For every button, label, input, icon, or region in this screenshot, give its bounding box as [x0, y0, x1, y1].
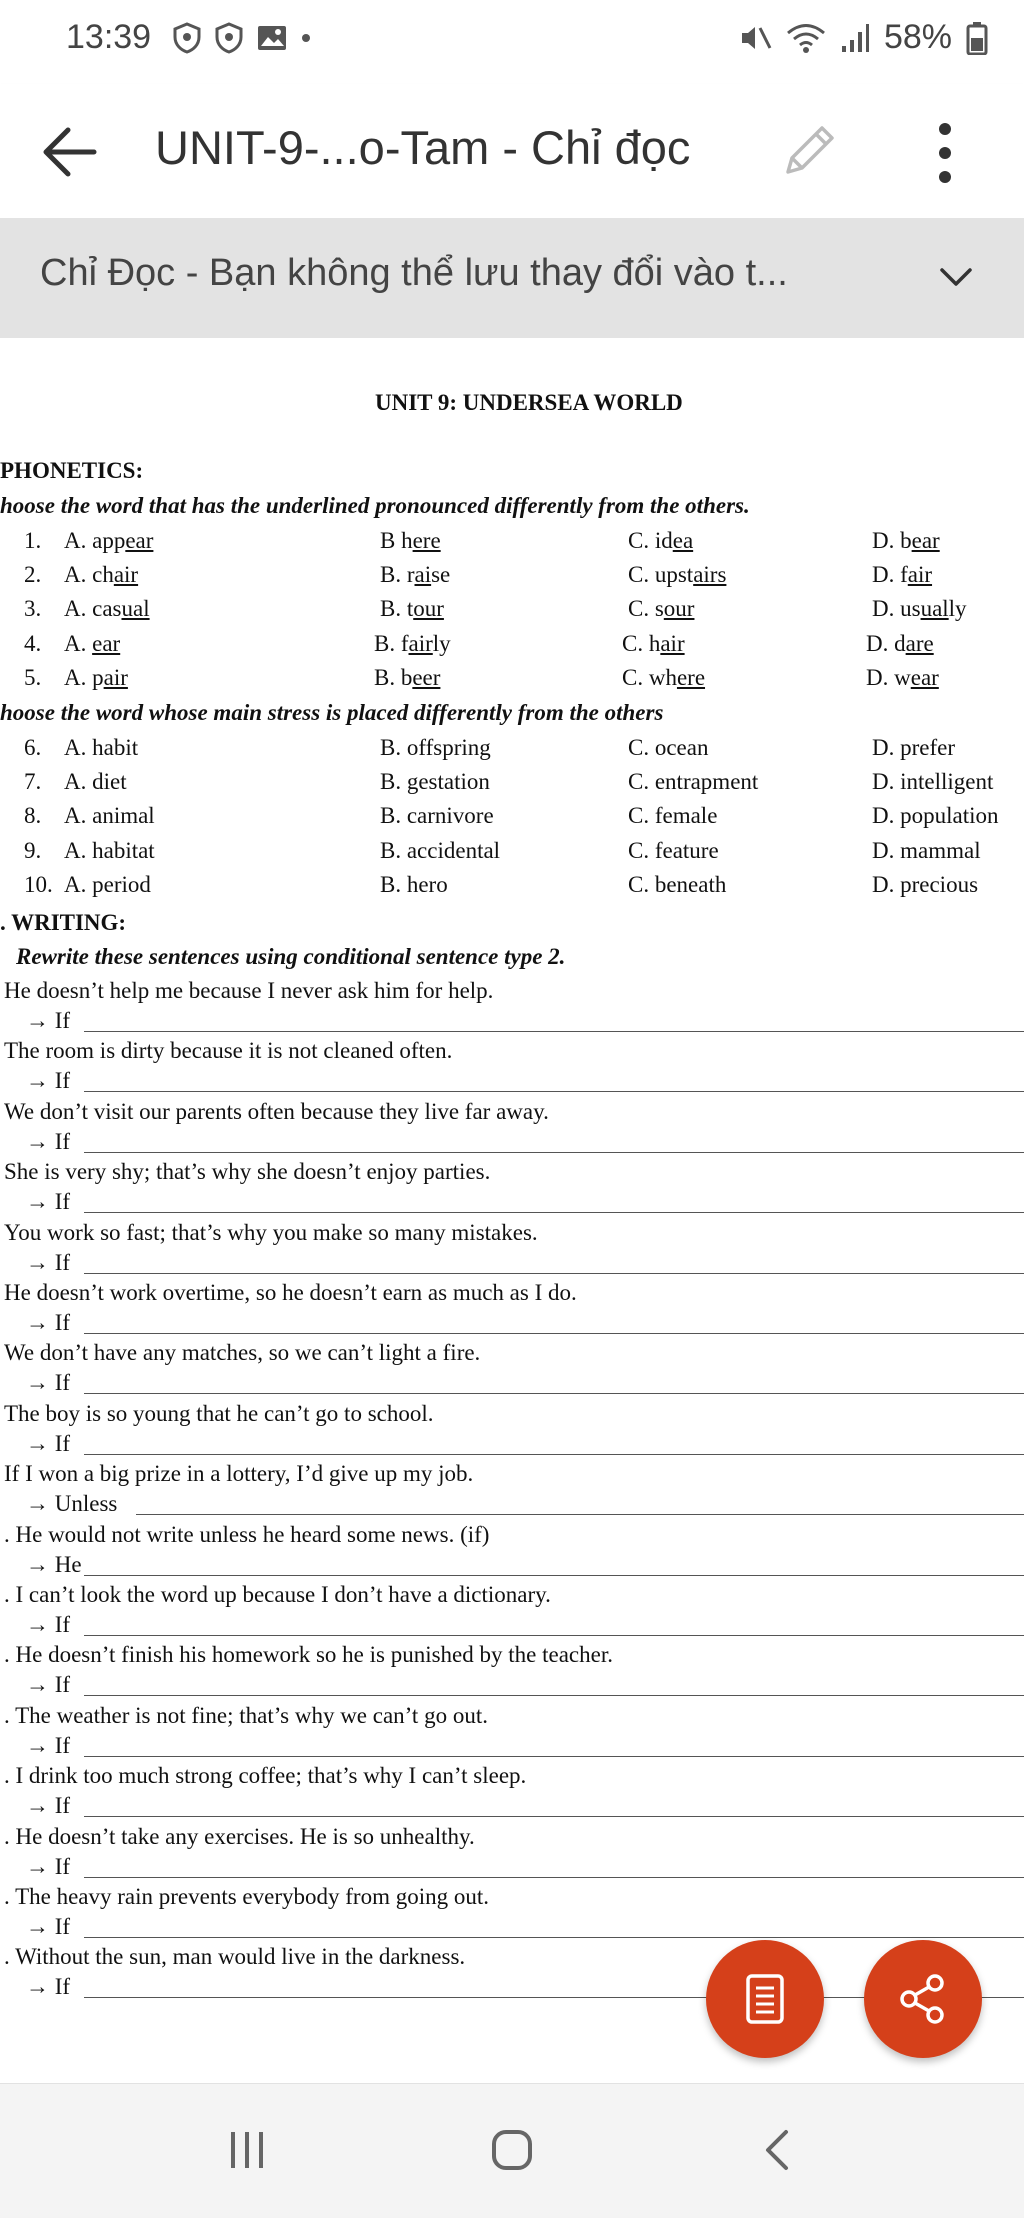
answer-prompt: → If: [26, 1068, 71, 1093]
answer-prompt: → If: [26, 1189, 71, 1214]
option-b: [380, 767, 490, 797]
option-text: B. hero: [380, 872, 448, 897]
option-text: C. female: [628, 803, 718, 828]
option-text: A.: [64, 631, 93, 656]
mute-icon: [738, 22, 772, 54]
answer-line[interactable]: [84, 1212, 1024, 1213]
option-underlined-part: ual: [920, 596, 949, 621]
option-underlined-part: air: [103, 665, 128, 690]
option-underlined-part: ear: [911, 528, 940, 553]
option-d: [872, 870, 978, 900]
option-b: [380, 526, 441, 556]
option-c: [628, 836, 719, 866]
option-text-suffix: ly: [948, 596, 967, 621]
option-text: B. r: [380, 562, 415, 587]
battery-icon: [966, 21, 988, 55]
answer-line[interactable]: [84, 1756, 1024, 1757]
option-d: [872, 733, 955, 763]
image-icon: [256, 24, 288, 52]
question-number: 6.: [24, 735, 42, 760]
system-nav-bar: [0, 2083, 1024, 2218]
status-notification-icons: [172, 22, 312, 54]
option-a: [64, 629, 120, 659]
answer-prompt: → If: [26, 1733, 71, 1758]
option-text: B h: [380, 528, 413, 553]
option-text: A. habit: [64, 735, 139, 760]
sentence-text: She is very shy; that’s why she doesn’t enjoy parties.: [4, 1159, 491, 1184]
document-title: UNIT-9-...o-Tam - Chỉ đọc: [155, 121, 691, 174]
option-d: [872, 836, 981, 866]
option-text: D. intelligent: [872, 769, 994, 794]
option-d: [866, 663, 939, 693]
option-text: C. s: [628, 596, 664, 621]
status-time: 13:39: [66, 18, 152, 56]
option-underlined-part: our: [413, 596, 444, 621]
option-d: [872, 767, 993, 797]
phonetics-heading: PHONETICS:: [0, 458, 144, 483]
sentence-text: . He doesn’t take any exercises. He is so unhealthy.: [4, 1824, 475, 1849]
option-text: C. ocean: [628, 735, 709, 760]
option-text: A. cas: [64, 596, 122, 621]
option-a: [64, 733, 138, 763]
sentence-text: We don’t have any matches, so we can’t light a fire.: [4, 1340, 481, 1365]
answer-prompt: → If: [26, 1310, 71, 1335]
option-c: [622, 663, 705, 693]
question-number: 9.: [24, 838, 42, 863]
option-a: [64, 870, 151, 900]
app-bar: [0, 84, 1024, 218]
option-d: [872, 560, 932, 590]
answer-line[interactable]: [84, 1877, 1024, 1878]
option-underlined-part: air: [408, 631, 433, 656]
document-icon: [743, 1973, 787, 2025]
dot-icon: [300, 32, 312, 44]
option-underlined-part: airs: [693, 562, 727, 587]
option-d: [866, 629, 934, 659]
option-d: [872, 801, 999, 831]
option-text: A. p: [64, 665, 104, 690]
option-b: [380, 594, 444, 624]
sentence-text: He doesn’t help me because I never ask him for help.: [4, 978, 494, 1003]
option-underlined-part: ear: [92, 631, 121, 656]
recents-icon[interactable]: [225, 2128, 269, 2172]
sentence-text: If I won a big prize in a lottery, I’d give up my job.: [4, 1461, 474, 1486]
sentence-text: . He doesn’t finish his homework so he is punished by the teacher.: [4, 1642, 613, 1667]
option-text: B. b: [374, 665, 413, 690]
option-underlined-part: eer: [412, 665, 441, 690]
sentence-text: . I drink too much strong coffee; that’s why I can’t sleep.: [4, 1763, 527, 1788]
read-only-message: Chỉ Đọc - Bạn không thể lưu thay đổi vào t...: [40, 252, 788, 294]
option-underlined-part: air: [113, 562, 139, 587]
option-text: C. entrapment: [628, 769, 759, 794]
option-c: [628, 560, 726, 590]
option-a: [64, 663, 128, 693]
answer-line[interactable]: [84, 1152, 1024, 1153]
option-text: B. gestation: [380, 769, 490, 794]
option-c: [628, 526, 693, 556]
option-text: D. w: [866, 665, 911, 690]
back-arrow-icon[interactable]: [38, 122, 102, 182]
document-view-button[interactable]: [706, 1940, 824, 2058]
option-d: [872, 526, 940, 556]
option-text-suffix: ly: [432, 631, 451, 656]
option-underlined-part: air: [907, 562, 933, 587]
option-c: [628, 870, 726, 900]
shield-icon: [214, 22, 244, 54]
sentence-text: You work so fast; that’s why you make so many mistakes.: [4, 1220, 538, 1245]
sentence-text: . He would not write unless he heard some news. (if): [4, 1522, 490, 1547]
option-text: C. feature: [628, 838, 719, 863]
question-number: 7.: [24, 769, 42, 794]
option-b: [380, 560, 450, 590]
answer-line[interactable]: [84, 1937, 1024, 1938]
option-text: A. ch: [64, 562, 114, 587]
answer-line[interactable]: [84, 1333, 1024, 1334]
answer-prompt: → If: [26, 1008, 71, 1033]
option-text: B. carnivore: [380, 803, 494, 828]
option-a: [64, 560, 138, 590]
option-a: [64, 594, 150, 624]
option-text: A. animal: [64, 803, 155, 828]
unit-title: UNIT 9: UNDERSEA WORLD: [375, 390, 683, 415]
option-text: C. beneath: [628, 872, 727, 897]
question-number: 4.: [24, 631, 42, 656]
answer-prompt: → If: [26, 1854, 71, 1879]
answer-line[interactable]: [84, 1575, 1024, 1576]
document-page[interactable]: [0, 338, 1024, 2083]
shield-icon: [172, 22, 202, 54]
option-a: [64, 526, 153, 556]
answer-prompt: → If: [26, 1914, 71, 1939]
status-right: [738, 18, 988, 57]
pencil-icon[interactable]: [778, 118, 838, 182]
answer-prompt: → Unless: [26, 1491, 118, 1516]
sentence-text: . The heavy rain prevents everybody from going out.: [4, 1884, 489, 1909]
option-c: [628, 767, 758, 797]
answer-prompt: → If: [26, 1793, 71, 1818]
option-underlined-part: our: [663, 596, 695, 621]
option-text: A. diet: [64, 769, 127, 794]
option-text: B. f: [374, 631, 409, 656]
option-c: [628, 801, 717, 831]
signal-icon: [840, 22, 870, 54]
sentence-text: . The weather is not fine; that’s why we can’t go out.: [4, 1703, 488, 1728]
answer-prompt: → If: [26, 1974, 71, 1999]
option-underlined-part: ere: [412, 528, 441, 553]
nav-back-icon[interactable]: [758, 2128, 798, 2172]
writing-heading: . WRITING:: [0, 910, 127, 935]
option-text: D. mammal: [872, 838, 981, 863]
answer-prompt: → If: [26, 1250, 71, 1275]
option-text: B. accidental: [380, 838, 501, 863]
answer-prompt: → If: [26, 1129, 71, 1154]
answer-prompt: → If: [26, 1431, 71, 1456]
answer-line[interactable]: [136, 1514, 1024, 1515]
option-text: C. upst: [628, 562, 694, 587]
option-underlined-part: ear: [125, 528, 154, 553]
option-text: D. population: [872, 803, 999, 828]
option-a: [64, 836, 155, 866]
stress-instruction: hoose the word whose main stress is placed differently from the others: [0, 700, 664, 725]
wifi-icon: [786, 22, 826, 54]
answer-line[interactable]: [84, 1393, 1024, 1394]
sentence-text: He doesn’t work overtime, so he doesn’t earn as much as I do.: [4, 1280, 577, 1305]
option-b: [374, 663, 440, 693]
status-bar: [0, 0, 1024, 84]
option-text: A. period: [64, 872, 151, 897]
option-text: C. wh: [622, 665, 677, 690]
option-text-suffix: se: [431, 562, 451, 587]
option-a: [64, 801, 155, 831]
option-text: D. precious: [872, 872, 979, 897]
option-underlined-part: ual: [121, 596, 150, 621]
option-underlined-part: are: [905, 631, 934, 656]
question-number: 8.: [24, 803, 42, 828]
option-b: [380, 836, 500, 866]
question-number: 5.: [24, 665, 42, 690]
option-c: [628, 594, 694, 624]
option-underlined-part: ea: [672, 528, 694, 553]
answer-prompt: → He: [26, 1552, 82, 1577]
option-text: D. f: [872, 562, 908, 587]
share-icon: [895, 1971, 951, 2027]
option-c: [622, 629, 685, 659]
answer-prompt: → If: [26, 1370, 71, 1395]
answer-line[interactable]: [84, 1273, 1024, 1274]
more-vert-icon[interactable]: [925, 120, 965, 186]
option-underlined-part: ere: [676, 665, 706, 690]
question-number: 2.: [24, 562, 42, 587]
question-number: 1.: [24, 528, 42, 553]
option-c: [628, 733, 708, 763]
answer-line[interactable]: [84, 1091, 1024, 1092]
battery-percent: 58%: [883, 18, 952, 56]
option-text: B. t: [380, 596, 414, 621]
share-button[interactable]: [864, 1940, 982, 2058]
phonetics-instruction: hoose the word that has the underlined pronounced differently from the others.: [0, 493, 750, 518]
option-text: C. id: [628, 528, 673, 553]
sentence-text: . Without the sun, man would live in the darkness.: [4, 1944, 466, 1969]
sentence-text: We don’t visit our parents often because they live far away.: [4, 1099, 549, 1124]
option-text: C. h: [622, 631, 661, 656]
answer-line[interactable]: [84, 1695, 1024, 1696]
option-b: [374, 629, 451, 659]
option-text: D. prefer: [872, 735, 956, 760]
answer-line[interactable]: [84, 1454, 1024, 1455]
home-icon[interactable]: [488, 2126, 536, 2174]
option-text: D. d: [866, 631, 906, 656]
option-underlined-part: ai: [414, 562, 432, 587]
option-text: B. offspring: [380, 735, 491, 760]
question-number: 3.: [24, 596, 42, 621]
sentence-text: The boy is so young that he can’t go to school.: [4, 1401, 434, 1426]
option-text: A. app: [64, 528, 126, 553]
question-number: 10.: [24, 872, 53, 897]
sentence-text: The room is dirty because it is not cleaned often.: [4, 1038, 453, 1063]
option-b: [380, 870, 448, 900]
read-only-banner[interactable]: [0, 218, 1024, 338]
writing-instruction: Rewrite these sentences using conditional sentence type 2.: [16, 944, 566, 969]
option-underlined-part: ear: [910, 665, 939, 690]
option-b: [380, 733, 491, 763]
answer-prompt: → If: [26, 1612, 71, 1637]
option-text: D. us: [872, 596, 921, 621]
option-b: [380, 801, 494, 831]
chevron-down-icon[interactable]: [938, 264, 974, 292]
answer-prompt: → If: [26, 1672, 71, 1697]
answer-line[interactable]: [84, 1816, 1024, 1817]
option-text: D. b: [872, 528, 912, 553]
option-text: A. habitat: [64, 838, 155, 863]
answer-line[interactable]: [84, 1031, 1024, 1032]
sentence-text: . I can’t look the word up because I don’t have a dictionary.: [4, 1582, 551, 1607]
option-a: [64, 767, 127, 797]
answer-line[interactable]: [84, 1635, 1024, 1636]
option-d: [872, 594, 967, 624]
option-underlined-part: air: [660, 631, 685, 656]
